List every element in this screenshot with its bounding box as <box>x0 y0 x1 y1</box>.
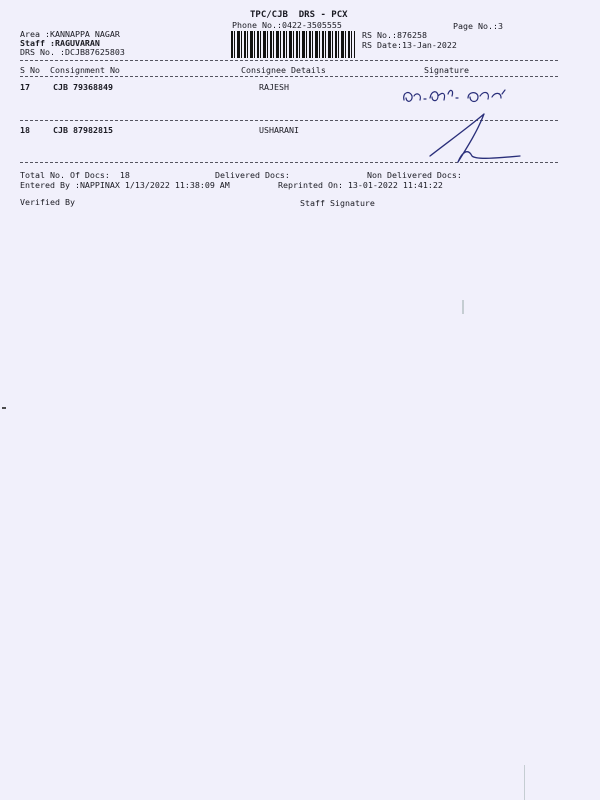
handwritten-signature <box>398 84 510 112</box>
rs-date: RS Date:13-Jan-2022 <box>362 40 457 50</box>
verified-by: Verified By <box>20 197 75 207</box>
handwritten-signature <box>428 112 522 166</box>
rs-number: RS No.:876258 <box>362 30 427 40</box>
scan-mark <box>2 407 6 409</box>
non-delivered-docs: Non Delivered Docs: <box>367 170 462 180</box>
row-consignee: RAJESH <box>259 82 289 92</box>
row-consignment: CJB 79368849 <box>53 82 113 92</box>
entered-by: Entered By :NAPPINAX 1/13/2022 11:38:09 AM <box>20 180 230 190</box>
barcode <box>231 31 355 58</box>
phone-number: Phone No.:0422-3505555 <box>232 20 342 30</box>
total-docs: Total No. Of Docs: 18 <box>20 170 130 180</box>
divider <box>20 76 558 77</box>
col-sno: S No <box>20 65 40 75</box>
row-consignment: CJB 87982815 <box>53 125 113 135</box>
area-label: Area :KANNAPPA NAGAR <box>20 29 120 39</box>
col-consignee: Consignee Details <box>241 65 326 75</box>
drs-number: DRS No. :DCJB87625803 <box>20 47 125 57</box>
row-sno: 18 <box>20 125 30 135</box>
staff-label: Staff :RAGUVARAN <box>20 38 100 48</box>
scan-mark <box>524 765 525 800</box>
row-consignee: USHARANI <box>259 125 299 135</box>
col-signature: Signature <box>424 65 469 75</box>
divider <box>20 60 558 61</box>
reprinted-on: Reprinted On: 13-01-2022 11:41:22 <box>278 180 443 190</box>
page-number: Page No.:3 <box>453 21 503 31</box>
row-sno: 17 <box>20 82 30 92</box>
delivered-docs: Delivered Docs: <box>215 170 290 180</box>
sheet-title: TPC/CJB DRS - PCX <box>250 10 348 20</box>
col-consignment: Consignment No <box>50 65 120 75</box>
staff-signature-label: Staff Signature <box>300 198 375 208</box>
scan-mark <box>462 300 464 314</box>
